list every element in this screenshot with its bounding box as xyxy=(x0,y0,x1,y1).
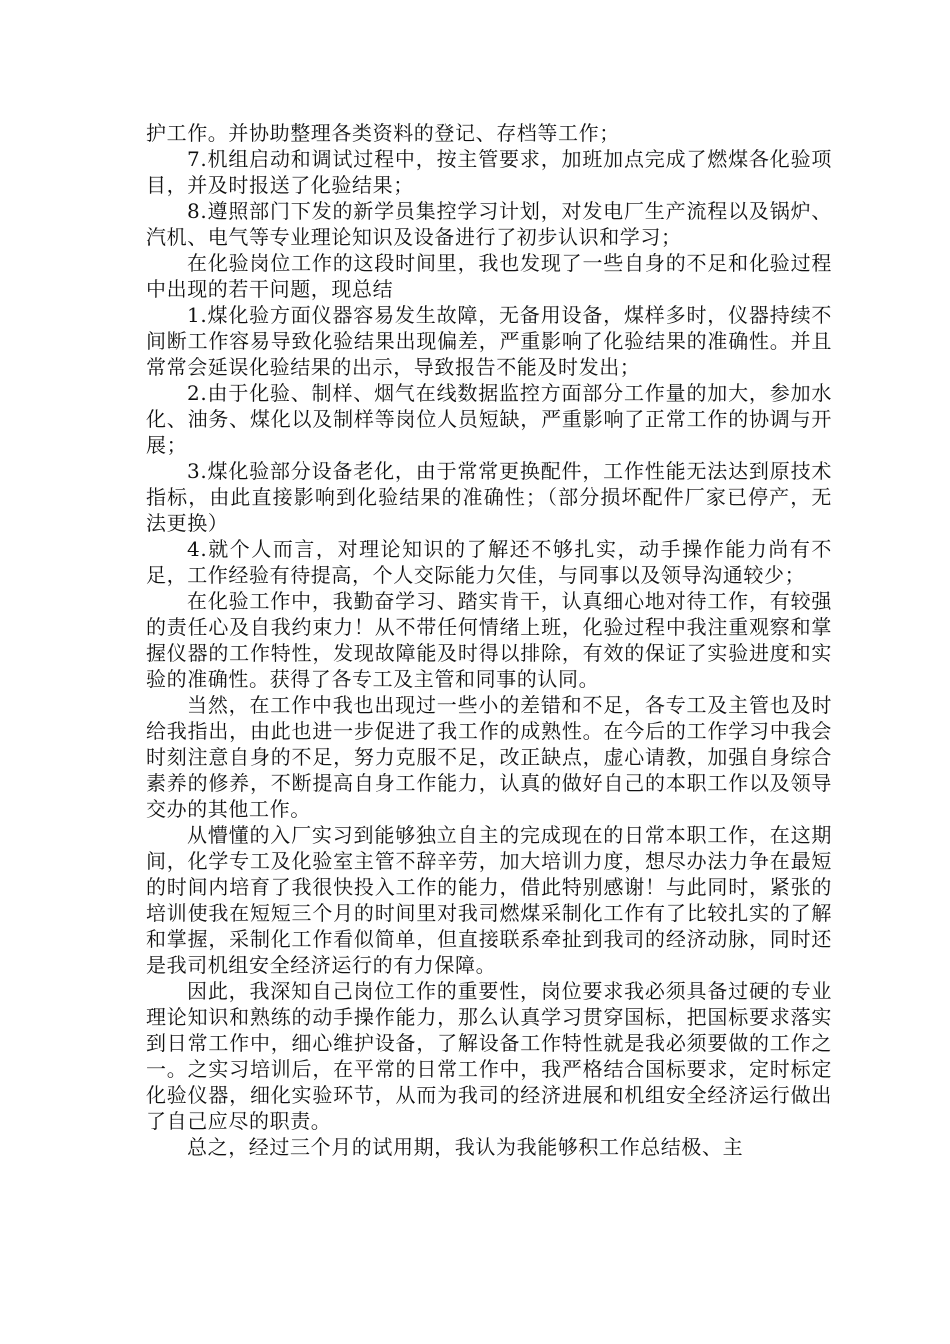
paragraph-problem-3: 3.煤化验部分设备老化，由于常常更换配件，工作性能无法达到原技术指标，由此直接影响到化验结果的准确性；（部分损坏配件厂家已停产，无法更换） xyxy=(146,459,832,535)
paragraph-importance: 因此，我深知自己岗位工作的重要性，岗位要求我必须具备过硬的专业理论知识和熟练的动手操作能力，那么认真学习贯穿国标，把国标要求落实到日常工作中，细心维护设备，了解设备工作特性就是我必须要做的工作之一。之实习培训后，在平常的日常工作中，我严格结合国标要求，定时标定化验仪器，细化实验环节，从而为我司的经济进展和机组安全经济运行做出了自己应尽的职责。 xyxy=(146,979,832,1133)
document-body xyxy=(146,120,832,1160)
paragraph-shortcomings: 当然，在工作中我也出现过一些小的差错和不足，各专工及主管也及时给我指出，由此也进一步促进了我工作的成熟性。在今后的工作学习中我会时刻注意自身的不足，努力克服不足，改正缺点，虚心请教，加强自身综合素养的修养，不断提高自身工作能力，认真的做好自己的本职工作以及领导交办的其他工作。 xyxy=(146,693,832,821)
paragraph-problems-intro: 在化验岗位工作的这段时间里，我也发现了一些自身的不足和化验过程中出现的若干问题，现总结 xyxy=(146,251,832,301)
paragraph-problem-2: 2.由于化验、制样、烟气在线数据监控方面部分工作量的加大，参加水化、油务、煤化以及制样等岗位人员短缺，严重影响了正常工作的协调与开展； xyxy=(146,381,832,457)
paragraph-work-attitude: 在化验工作中，我勤奋学习、踏实肯干，认真细心地对待工作，有较强的责任心及自我约束力！从不带任何情绪上班，化验过程中我注重观察和掌握仪器的工作特性，发现故障能及时得以排除，有效的保证了实验进度和实验的准确性。获得了各专工及主管和同事的认同。 xyxy=(146,589,832,691)
paragraph-problem-1: 1.煤化验方面仪器容易发生故障，无备用设备，煤样多时，仪器持续不间断工作容易导致化验结果出现偏差，严重影响了化验结果的准确性。并且常常会延误化验结果的出示，导致报告不能及时发出； xyxy=(146,303,832,379)
paragraph-conclusion: 总之，经过三个月的试用期，我认为我能够积工作总结极、主 xyxy=(187,1135,744,1159)
paragraph-thanks: 从懵懂的入厂实习到能够独立自主的完成现在的日常本职工作，在这期间，化学专工及化验室主管不辞辛劳，加大培训力度，想尽办法力争在最短的时间内培育了我很快投入工作的能力，借此特别感谢！与此同时，紧张的培训使我在短短三个月的时间里对我司燃煤采制化工作有了比较扎实的了解和掌握，采制化工作看似简单，但直接联系牵扯到我司的经济动脉，同时还是我司机组安全经济运行的有力保障。 xyxy=(146,823,832,977)
paragraph-problem-4: 4.就个人而言，对理论知识的了解还不够扎实，动手操作能力尚有不足，工作经验有待提高，个人交际能力欠佳，与同事以及领导沟通较少； xyxy=(146,537,832,587)
paragraph-item-8: 8.遵照部门下发的新学员集控学习计划，对发电厂生产流程以及锅炉、汽机、电气等专业理论知识及设备进行了初步认识和学习； xyxy=(146,199,832,249)
paragraph-continuation: 护工作。并协助整理各类资料的登记、存档等工作； xyxy=(146,121,620,145)
paragraph-item-7: 7.机组启动和调试过程中，按主管要求，加班加点完成了燃煤各化验项目，并及时报送了化验结果； xyxy=(146,147,832,197)
